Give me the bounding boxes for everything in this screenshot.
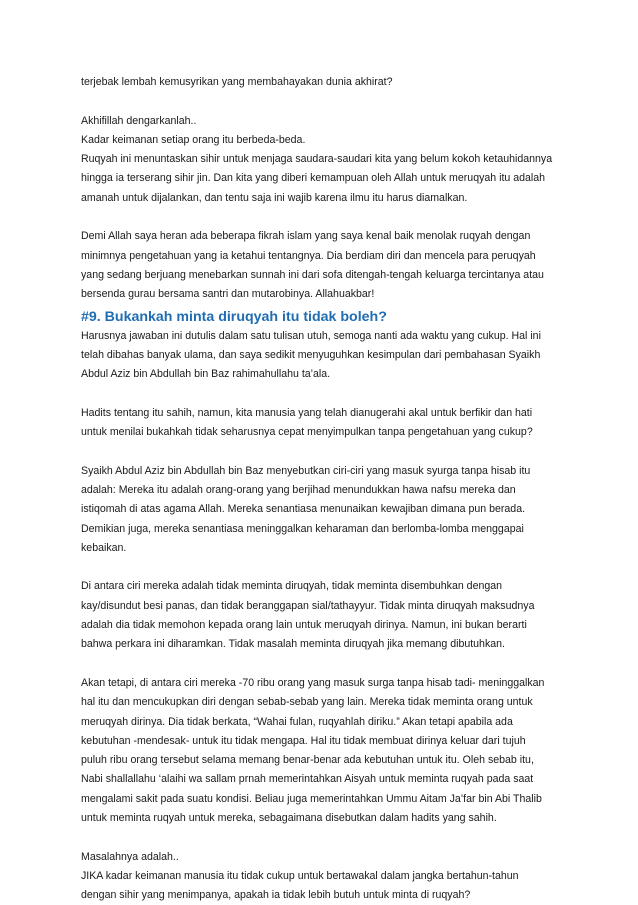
- text-line: untuk meminta ruqyah untuk mereka, sebagaimana disebutkan dalam hadits yang sahih.: [81, 811, 497, 824]
- paragraph-akan-tetapi: [81, 674, 561, 828]
- paragraph-harusnya: [81, 327, 561, 385]
- intro-paragraph: [81, 73, 561, 92]
- text-line: adalah: Mereka itu adalah orang-orang yang berjihad menundukkan hawa nafsu mereka dan: [81, 483, 516, 496]
- text-line: kebutuhan -mendesak- untuk itu tidak mengapa. Hal itu tidak membuat dirinya keluar dari tujuh: [81, 734, 526, 747]
- text-line: bersenda gurau bersama santri dan mutarobinya. Allahuakbar!: [81, 288, 375, 301]
- text-line: dengan sihir yang menimpanya, apakah ia tidak lebih butuh untuk minta di ruqyah?: [81, 889, 471, 902]
- text-line: hingga ia terserang sihir jin. Dan kita yang diberi kemampuan oleh Allah untuk meruqyah itu adalah: [81, 172, 546, 185]
- paragraph-spacer: [81, 655, 561, 674]
- text-line: minimnya pengetahuan yang ia ketahui tentangnya. Dia berdiam diri dan mencela para peruqyah: [81, 249, 536, 262]
- paragraph-spacer: [81, 828, 561, 847]
- paragraph-syaikh: [81, 462, 561, 558]
- text-line: Abdul Aziz bin Abdullah bin Baz rahimahullahu ta’ala.: [81, 368, 331, 381]
- paragraph-spacer: [81, 558, 561, 577]
- section-heading: #9. Bukankah minta diruqyah itu tidak boleh?: [81, 308, 387, 325]
- text-line: istiqomah di atas agama Allah. Mereka senantiasa menunaikan kewajiban dimana pun berada.: [81, 503, 526, 516]
- text-line: Demikian juga, mereka senantiasa meninggalkan keharaman dan berlomba-lomba menggapai: [81, 522, 524, 535]
- text-line: Masalahnya adalah..: [81, 850, 179, 863]
- text-line: meruqyah dirinya. Dia tidak berkata, “Wahai fulan, ruqyahlah diriku.” Akan tetapi apabila ada: [81, 715, 513, 728]
- paragraph-masalahnya: [81, 848, 561, 905]
- text-line: Syaikh Abdul Aziz bin Abdullah bin Baz menyebutkan ciri-ciri yang masuk syurga tanpa hisab itu: [81, 464, 531, 477]
- text-line: Di antara ciri mereka adalah tidak meminta diruqyah, tidak meminta disembuhkan dengan: [81, 580, 503, 593]
- text-line: kay/disundut besi panas, dan tidak beranggapan sial/tathayyur. Tidak minta diruqyah maksudnya: [81, 599, 535, 612]
- paragraph-ciri-mereka: [81, 577, 561, 654]
- document-body: [81, 73, 561, 905]
- text-line: Kadar keimanan setiap orang itu berbeda-beda.: [81, 133, 306, 146]
- paragraph-demi-allah: [81, 227, 561, 304]
- paragraph-spacer: [81, 442, 561, 461]
- paragraph-hadits: [81, 404, 561, 443]
- text-line: terjebak lembah kemusyrikan yang membahayakan dunia akhirat?: [81, 76, 393, 88]
- paragraph-spacer: [81, 208, 561, 227]
- text-line: Nabi shallallahu ‘alaihi wa sallam prnah memerintahkan Aisyah untuk meminta ruqyah pada saat: [81, 773, 534, 786]
- text-line: puluh ribu orang tersebut selama memang benar-benar ada kebutuhan untuk itu. Oleh sebab itu,: [81, 754, 534, 767]
- text-line: Demi Allah saya heran ada beberapa fikrah islam yang saya kenal baik menolak ruqyah dengan: [81, 230, 531, 243]
- text-line: bahwa perkara ini diharamkan. Tidak masalah meminta diruqyah jika memang dibutuhkan.: [81, 638, 505, 651]
- text-line: kebaikan.: [81, 541, 127, 554]
- text-line: Akan tetapi, di antara ciri mereka -70 ribu orang yang masuk surga tanpa hisab tadi- meninggalkan: [81, 676, 545, 689]
- text-line: adalah dia tidak memohon kepada orang lain untuk meruqyah dirinya. Namun, ini bukan berarti: [81, 619, 527, 632]
- text-line: mengalami sakit pada suatu kondisi. Beliau juga memerintahkan Ummu Aitam Ja’far bin Abi Thalib: [81, 792, 542, 805]
- text-line: JIKA kadar keimanan manusia itu tidak cukup untuk bertawakal dalam jangka bertahun-tahun: [81, 869, 519, 882]
- text-line: hal itu dan mencukupkan diri dengan sebab-sebab yang lain. Mereka tidak meminta orang untuk: [81, 696, 533, 709]
- text-line: telah dibahas banyak ulama, dan saya sedikit menyuguhkan kesimpulan dari pembahasan Syaikh: [81, 348, 541, 361]
- paragraph-spacer: [81, 384, 561, 403]
- paragraph-akhifillah: [81, 112, 561, 208]
- text-line: Akhifillah dengarkanlah..: [81, 114, 197, 127]
- text-line: amanah untuk dijalankan, dan tentu saja ini wajib karena ilmu itu harus diamalkan.: [81, 191, 468, 204]
- text-line: yang sedang berjuang menebarkan sunnah ini dari sofa ditengah-tengah keluarga tercintanya atau: [81, 268, 544, 281]
- text-line: untuk menilai bukahkah tidak seharusnya cepat menyimpulkan tanpa pengetahuan yang cukup?: [81, 426, 533, 439]
- text-line: Hadits tentang itu sahih, namun, kita manusia yang telah dianugerahi akal untuk berfikir dan hati: [81, 406, 533, 419]
- paragraph-spacer: [81, 92, 561, 111]
- text-line: Ruqyah ini menuntaskan sihir untuk menjaga saudara-saudari kita yang belum kokoh ketauhidannya: [81, 153, 553, 166]
- text-line: Harusnya jawaban ini dutulis dalam satu tulisan utuh, semoga nanti ada waktu yang cukup. Hal ini: [81, 329, 541, 342]
